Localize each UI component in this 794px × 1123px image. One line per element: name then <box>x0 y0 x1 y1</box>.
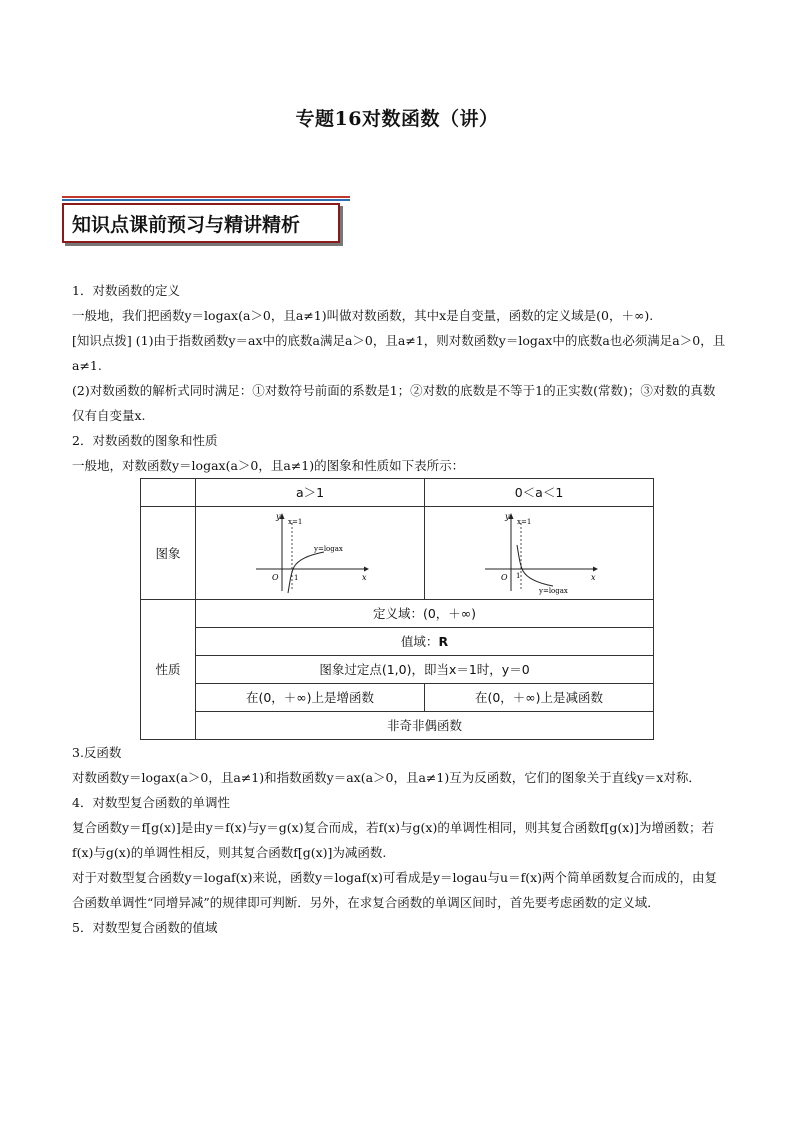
properties-table <box>140 478 654 740</box>
y-label: y <box>276 512 281 521</box>
s1-heading: 1．对数函数的定义 <box>72 283 180 298</box>
s1-tip-2: (2)对数函数的解析式同时满足：①对数符号前面的系数是1；②对数的底数是不等于1的正实数(常数)；③对数的真数仅有自变量x. <box>72 383 716 423</box>
s3-text: 对数函数y＝logax(a＞0，且a≠1)和指数函数y＝ax(a＞0，且a≠1)互为反函数，它们的图象关于直线y＝x对称． <box>72 770 701 785</box>
curve-label: y=logax <box>314 545 343 553</box>
table-corner <box>141 479 196 507</box>
range-value: R <box>438 634 449 649</box>
curve-label: y=logax <box>539 587 568 595</box>
s4-p1: 复合函数y＝f[g(x)]是由y＝f(x)与y＝g(x)复合而成，若f(x)与g(x)的单调性相同，则其复合函数f[g(x)]为增函数；若f(x)与g(x)的单调性相反，则其复合函数f[g(x)]为减函数. <box>72 820 715 860</box>
s2-intro: 一般地，对数函数y＝logax(a＞0，且a≠1)的图象和性质如下表所示： <box>72 458 465 473</box>
line-label: x=1 <box>288 518 303 526</box>
col-header-a-lt-1: 0＜a＜1 <box>425 479 654 507</box>
section-heading-box <box>62 203 340 243</box>
prop-domain: 定义域：(0，＋∞) <box>196 600 654 628</box>
x-axis-arrow <box>364 567 369 572</box>
tip-1: (1)由于指数函数y＝ax中的底数a满足a＞0，且a≠1，则对数函数y＝logax中的底数a也必须满足a＞0，且a≠1. <box>72 333 726 373</box>
range-label: 值域： <box>400 634 439 649</box>
origin-label: O <box>272 573 279 582</box>
page-title: 专题16对数函数（讲） <box>295 108 499 130</box>
s4-heading: 4．对数型复合函数的单调性 <box>72 795 230 810</box>
graph-decreasing <box>479 511 599 595</box>
log-curve-increasing <box>288 552 324 593</box>
tick-1: 1 <box>294 574 299 582</box>
x-label: x <box>362 573 367 582</box>
row-label-properties: 性质 <box>141 600 196 740</box>
s3-heading: 3.反函数 <box>72 745 122 760</box>
prop-decreasing: 在(0，＋∞)上是减函数 <box>425 684 654 712</box>
line-label: x=1 <box>517 518 532 526</box>
graph-cell-decreasing <box>425 507 654 600</box>
tip-label: [知识点拨] <box>72 333 132 348</box>
prop-increasing: 在(0，＋∞)上是增函数 <box>196 684 425 712</box>
y-label: y <box>505 512 510 521</box>
s1-definition: 一般地，我们把函数y＝logax(a＞0，且a≠1)叫做对数函数，其中x是自变量，函数的定义域是(0，＋∞). <box>72 308 654 323</box>
s1-tip <box>72 328 726 378</box>
section-heading: 知识点课前预习与精讲精析 <box>72 213 301 236</box>
x-axis-arrow <box>593 567 598 572</box>
s4-p2: 对于对数型复合函数y＝logaf(x)来说，函数y＝logaf(x)可看成是y＝logau与u＝f(x)两个简单函数复合而成的，由复合函数单调性“同增异减”的规律即可判断．另外，在求复合函数的单调区间时，首先要考虑函数的定义域． <box>72 870 718 910</box>
prop-fixed-point: 图象过定点(1,0)，即当x＝1时，y＝0 <box>196 656 654 684</box>
body-content <box>72 278 726 940</box>
col-header-a-gt-1: a＞1 <box>196 479 425 507</box>
prop-parity: 非奇非偶函数 <box>196 712 654 740</box>
s2-heading: 2．对数函数的图象和性质 <box>72 433 218 448</box>
origin-label: O <box>501 573 508 582</box>
s5-heading: 5．对数型复合函数的值域 <box>72 920 218 935</box>
graph-increasing <box>250 511 370 595</box>
section-rule-blue <box>62 199 350 201</box>
section-rule-red <box>62 196 350 198</box>
x-label: x <box>591 573 596 582</box>
tick-1: 1 <box>516 572 521 580</box>
graph-cell-increasing <box>196 507 425 600</box>
row-label-graph: 图象 <box>141 507 196 600</box>
log-curve-decreasing <box>517 545 553 586</box>
prop-range <box>196 628 654 656</box>
